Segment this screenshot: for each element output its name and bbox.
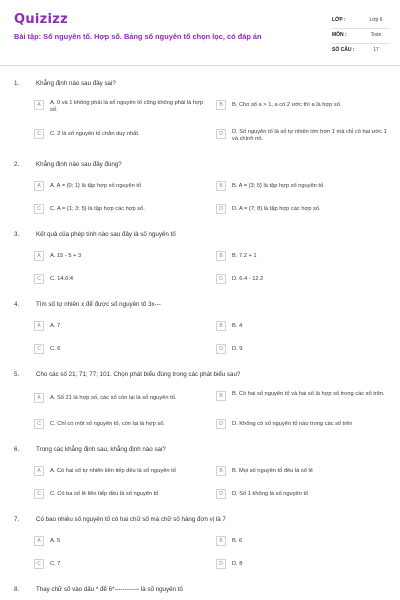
option-text: C. 2 là số nguyên tố chẵn duy nhất. (50, 130, 140, 137)
option-text: A. Số 21 là hợp số, các số còn lại là số nguyên tố. (50, 394, 177, 401)
meta-value: Lớp 6 (369, 17, 383, 23)
question-text: Cho các số 21; 71; 77; 101. Chọn phát biểu đúng trong các phát biểu sau? (36, 371, 241, 378)
option-text: A. Có hai số tự nhiên liên tiếp đều là số nguyên tố (50, 467, 176, 474)
question-text: Khẳng định nào sau đây sai? (36, 80, 116, 87)
meta-table (332, 14, 390, 59)
option-letter: A (34, 181, 44, 191)
option-letter: B (216, 181, 226, 191)
answer-option-b[interactable] (214, 178, 392, 194)
answer-option-c[interactable] (32, 271, 210, 287)
option-text: A. 0 và 1 không phải là số nguyên tố cũng không phải là hợp số. (50, 100, 203, 114)
answer-option-b[interactable] (214, 318, 392, 334)
question-number: 7. (14, 516, 20, 523)
option-letter: C (34, 274, 44, 284)
answer-option-b[interactable] (214, 97, 392, 113)
answer-option-b[interactable] (214, 388, 392, 404)
option-letter: C (34, 419, 44, 429)
option-text: C. A = {1; 3; 5} là tập hợp các hợp số. (50, 205, 145, 212)
answer-option-d[interactable] (214, 556, 392, 572)
meta-row-class (332, 14, 390, 29)
answer-option-b[interactable] (214, 248, 392, 264)
option-text: C. Chỉ có một số nguyên tố, còn lại là hợp số. (50, 420, 166, 427)
question-text: Thay chữ số vào dấu * để 6*------------ là số nguyên tố (36, 586, 183, 593)
option-letter: D (216, 559, 226, 569)
option-letter: C (34, 344, 44, 354)
question-number: 6. (14, 446, 20, 453)
option-text: D. A = {7; 8} là tập hợp các hợp số. (232, 205, 321, 212)
answer-option-c[interactable] (32, 126, 210, 142)
answer-option-a[interactable] (32, 390, 210, 406)
option-text: C. 7 (50, 560, 61, 567)
answer-option-c[interactable] (32, 416, 210, 432)
option-letter: C (34, 204, 44, 214)
option-text: D. 6.4 - 12.2 (232, 275, 264, 282)
question-number: 2. (14, 161, 20, 168)
answer-option-a[interactable] (32, 533, 210, 549)
option-text: D. Số 1 không là số nguyên tố (232, 490, 309, 497)
option-letter: D (216, 129, 226, 139)
option-text: C. Có ba số lẻ liên tiếp đều là số nguyên tố (50, 490, 159, 497)
option-letter: D (216, 419, 226, 429)
option-letter: D (216, 344, 226, 354)
question-text: Kết quả của phép tính nào sau đây là số nguyên tố (36, 231, 176, 238)
option-letter: A (34, 466, 44, 476)
option-letter: B (216, 466, 226, 476)
option-text: B. A = {3; 5} là tập hợp số nguyên tố. (232, 182, 325, 189)
option-text: D. 9 (232, 345, 243, 352)
document-title: Bài tập: Số nguyên tố. Hợp số. Bảng số nguyên tố chọn lọc, có đáp án (14, 32, 262, 41)
option-text: B. 7.2 + 1 (232, 252, 257, 259)
answer-option-d[interactable] (214, 201, 392, 217)
option-text: D. Số nguyên tố là số tự nhiên lớn hơn 1 mà chỉ có hai ước 1 và chính nó. (232, 129, 387, 143)
option-letter: A (34, 251, 44, 261)
meta-value: 17 (373, 47, 379, 53)
meta-label: MÔN : (332, 32, 347, 38)
option-letter: B (216, 321, 226, 331)
option-text: C. 14.6:4 (50, 275, 74, 282)
question-number: 8. (14, 586, 20, 593)
option-text: B. Cho số a > 1, a có 2 ước thì a là hợp số. (232, 101, 342, 108)
question-number: 1. (14, 80, 20, 87)
answer-option-d[interactable] (214, 341, 392, 357)
option-letter: D (216, 204, 226, 214)
question-text: Khẳng định nào sau đây đúng? (36, 161, 122, 168)
option-text: A. A = {0; 1} là tập hợp số nguyên tố (50, 182, 142, 189)
option-letter: B (216, 251, 226, 261)
option-text: B. 4 (232, 322, 243, 329)
meta-row-subject (332, 29, 390, 44)
option-letter: B (216, 100, 226, 110)
option-letter: A (34, 321, 44, 331)
meta-value: Toán (370, 32, 382, 38)
answer-option-d[interactable] (214, 126, 392, 142)
meta-label: SỐ CÂU : (332, 47, 355, 53)
answer-option-d[interactable] (214, 486, 392, 502)
answer-option-a[interactable] (32, 97, 210, 113)
answer-option-a[interactable] (32, 248, 210, 264)
option-text: D. Không có số nguyên tố nào trong các số trên (232, 420, 353, 427)
quizizz-logo: Quizizz (14, 12, 69, 27)
option-letter: B (216, 391, 226, 401)
option-text: A. 5 (50, 537, 61, 544)
question-number: 3. (14, 231, 20, 238)
answer-option-d[interactable] (214, 416, 392, 432)
option-letter: A (34, 100, 44, 110)
question-text: Trong các khẳng định sau, khẳng định nào sai? (36, 446, 166, 453)
meta-label: LỚP : (332, 17, 346, 23)
option-text: C. 6 (50, 345, 61, 352)
answer-option-d[interactable] (214, 271, 392, 287)
option-text: A. 15 - 5 + 3 (50, 252, 82, 259)
question-number: 4. (14, 301, 20, 308)
option-letter: A (34, 393, 44, 403)
question-text: Tìm số tự nhiên x để được số nguyên tố 3x--- (36, 301, 161, 308)
option-letter: C (34, 559, 44, 569)
answer-option-a[interactable] (32, 463, 210, 479)
option-letter: D (216, 489, 226, 499)
option-letter: C (34, 129, 44, 139)
answer-option-c[interactable] (32, 341, 210, 357)
answer-option-a[interactable] (32, 178, 210, 194)
option-text: B. Có hai số nguyên tố và hai số là hợp số trong các số trên. (232, 391, 385, 397)
answer-option-c[interactable] (32, 201, 210, 217)
answer-option-a[interactable] (32, 318, 210, 334)
option-letter: A (34, 536, 44, 546)
option-text: B. Mọi số nguyên tố đều là số lẻ (232, 467, 313, 474)
option-letter: D (216, 274, 226, 284)
option-letter: B (216, 536, 226, 546)
option-text: A. 7 (50, 322, 61, 329)
question-number: 5. (14, 371, 20, 378)
answer-option-b[interactable] (214, 463, 392, 479)
answer-option-c[interactable] (32, 556, 210, 572)
option-text: B. 6 (232, 537, 243, 544)
answer-option-c[interactable] (32, 486, 210, 502)
answer-option-b[interactable] (214, 533, 392, 549)
meta-row-count (332, 44, 390, 59)
option-text: D. 8 (232, 560, 243, 567)
option-letter: C (34, 489, 44, 499)
document-header (0, 0, 400, 66)
question-text: Có bao nhiêu số nguyên tố có hai chữ số mà chữ số hàng đơn vị là 7 (36, 516, 226, 523)
